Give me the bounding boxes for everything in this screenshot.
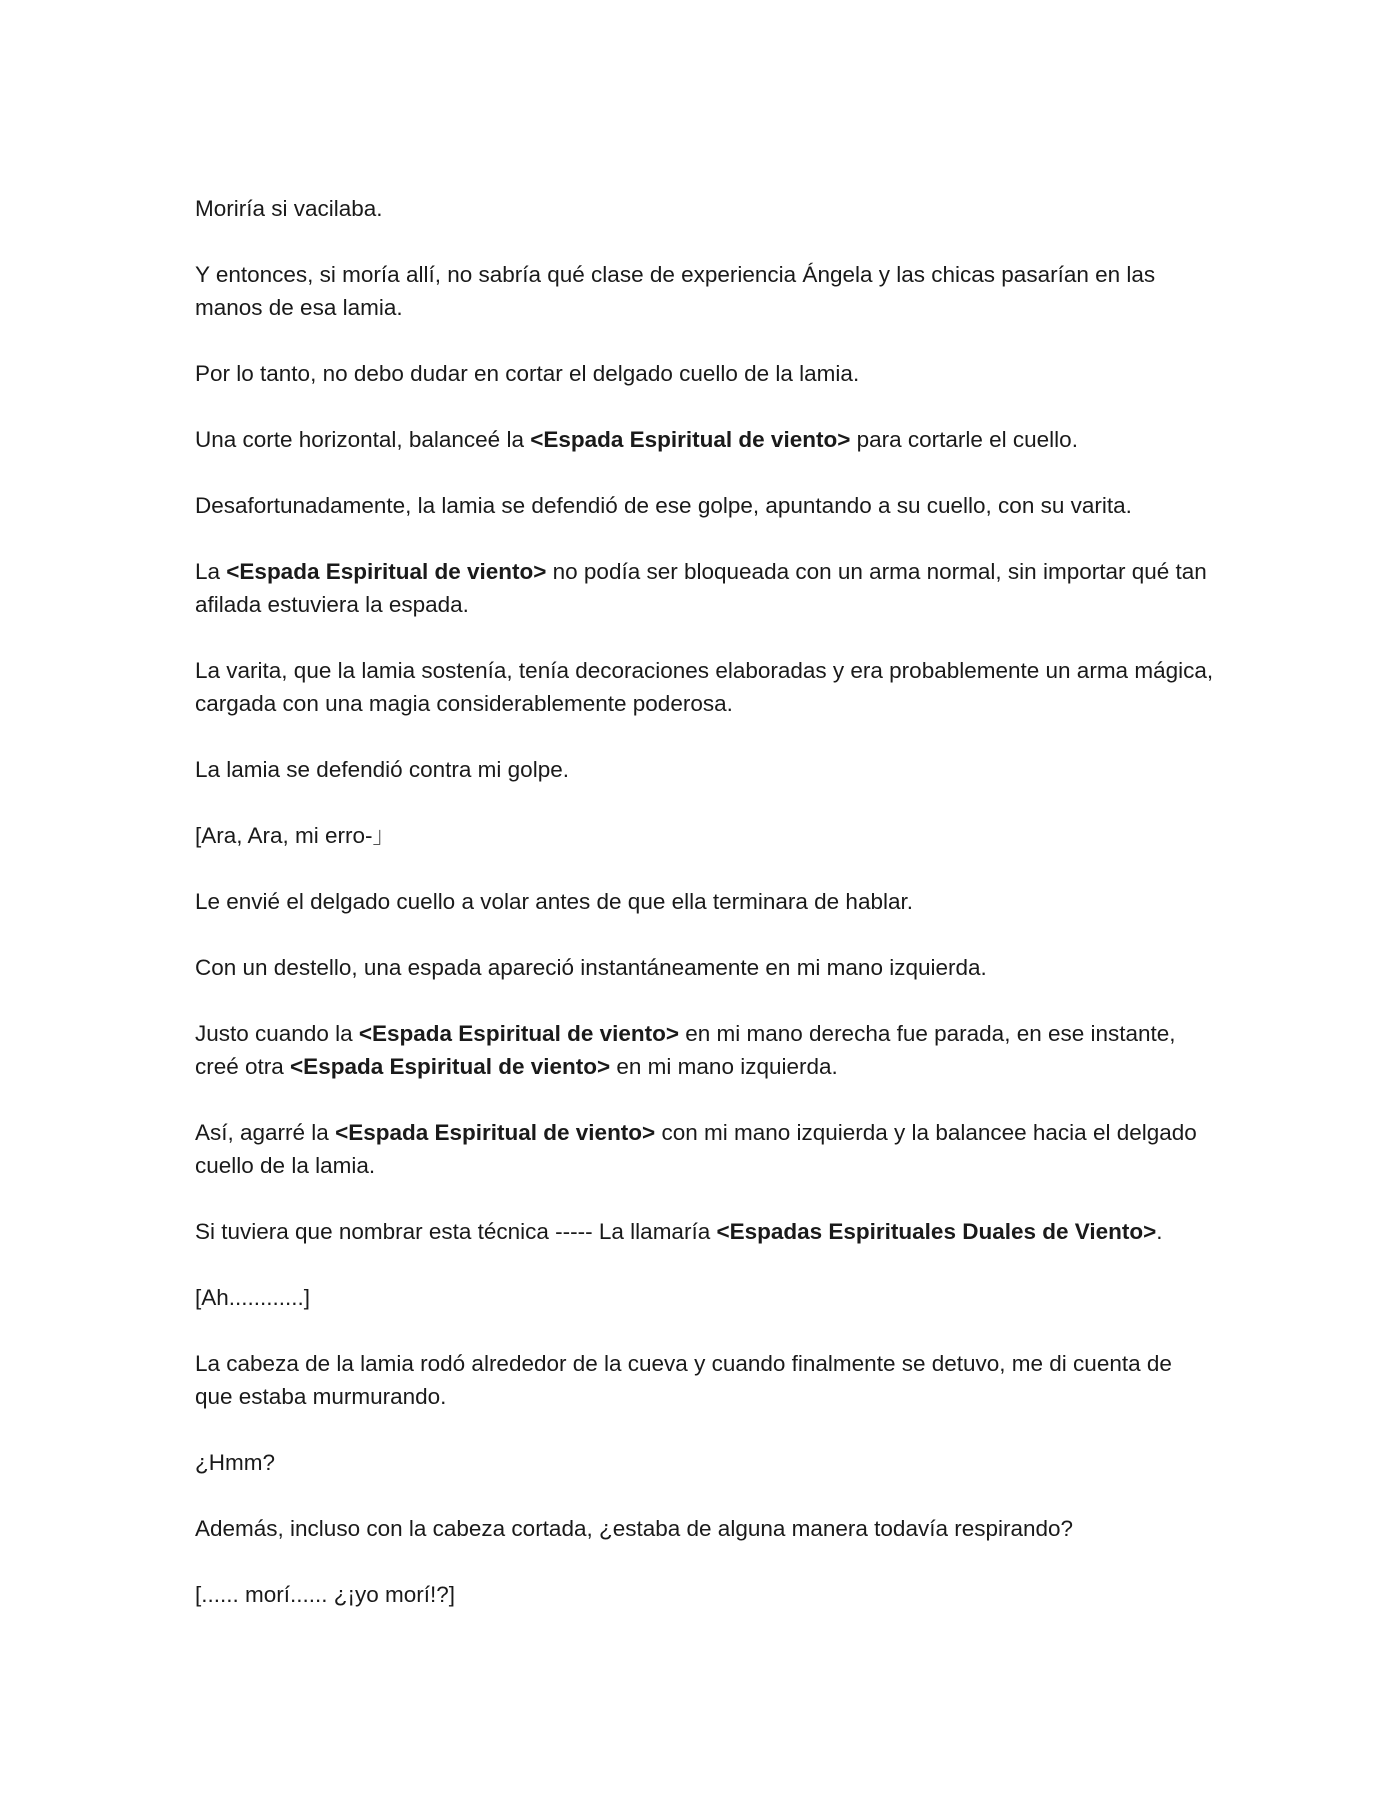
text-run: La	[195, 559, 227, 584]
text-run: Por lo tanto, no debo dudar en cortar el delgado cuello de la lamia.	[195, 361, 860, 386]
text-run: Y entonces, si moría allí, no sabría qué clase de experiencia Ángela y las chicas pasarían en las manos de esa lamia.	[195, 262, 1156, 320]
paragraph-5	[195, 489, 1215, 522]
text-run: Si tuviera que nombrar esta técnica ----- La llamaría	[195, 1219, 717, 1244]
text-run: Así, agarré la	[195, 1120, 336, 1145]
text-run: [Ara, Ara, mi erro-」	[195, 823, 396, 848]
text-run: La varita, que la lamia sostenía, tenía decoraciones elaboradas y era probablemente un arma mágica, cargada con una magia considerablemente poderosa.	[195, 658, 1214, 716]
text-run: Una corte horizontal, balanceé la	[195, 427, 531, 452]
text-run: .	[1156, 1219, 1163, 1244]
paragraph-16	[195, 1347, 1215, 1413]
bold-term: <Espada Espiritual de viento>	[290, 1054, 611, 1079]
text-run: para cortarle el cuello.	[850, 427, 1078, 452]
paragraph-1	[195, 192, 1215, 225]
paragraph-12	[195, 1017, 1215, 1083]
document-text-body	[195, 192, 1215, 1644]
text-run: Con un destello, una espada apareció instantáneamente en mi mano izquierda.	[195, 955, 987, 980]
text-run: Además, incluso con la cabeza cortada, ¿estaba de alguna manera todavía respirando?	[195, 1516, 1074, 1541]
text-run: no podía ser bloqueada con un arma normal, sin importar qué tan afilada estuviera la espada.	[195, 559, 1207, 617]
bold-term: <Espadas Espirituales Duales de Viento>	[716, 1219, 1157, 1244]
paragraph-15	[195, 1281, 1215, 1314]
paragraph-4	[195, 423, 1215, 456]
text-run: Justo cuando la	[195, 1021, 359, 1046]
paragraph-10	[195, 885, 1215, 918]
text-run: [Ah............]	[195, 1285, 311, 1310]
paragraph-3	[195, 357, 1215, 390]
paragraph-19	[195, 1578, 1215, 1611]
paragraph-2	[195, 258, 1215, 324]
text-run: Desafortunadamente, la lamia se defendió de ese golpe, apuntando a su cuello, con su varita.	[195, 493, 1132, 518]
text-run: La lamia se defendió contra mi golpe.	[195, 757, 569, 782]
paragraph-18	[195, 1512, 1215, 1545]
paragraph-14	[195, 1215, 1215, 1248]
text-run: ¿Hmm?	[195, 1450, 275, 1475]
bold-term: <Espada Espiritual de viento>	[226, 559, 547, 584]
text-run: Le envié el delgado cuello a volar antes de que ella terminara de hablar.	[195, 889, 913, 914]
paragraph-7	[195, 654, 1215, 720]
paragraph-8	[195, 753, 1215, 786]
bold-term: <Espada Espiritual de viento>	[530, 427, 851, 452]
text-run: Moriría si vacilaba.	[195, 196, 383, 221]
text-run: con mi mano izquierda y la balancee hacia el delgado cuello de la lamia.	[195, 1120, 1197, 1178]
paragraph-13	[195, 1116, 1215, 1182]
paragraph-17	[195, 1446, 1215, 1479]
text-run: La cabeza de la lamia rodó alrededor de la cueva y cuando finalmente se detuvo, me di cuenta de que estaba murmurando.	[195, 1351, 1172, 1409]
paragraph-11	[195, 951, 1215, 984]
paragraph-6	[195, 555, 1215, 621]
bold-term: <Espada Espiritual de viento>	[335, 1120, 656, 1145]
text-run: en mi mano izquierda.	[610, 1054, 838, 1079]
paragraph-9	[195, 819, 1215, 852]
text-run: en mi mano derecha fue parada, en ese instante, creé otra	[195, 1021, 1176, 1079]
text-run: [...... morí...... ¿¡yo morí!?]	[195, 1582, 456, 1607]
bold-term: <Espada Espiritual de viento>	[358, 1021, 679, 1046]
